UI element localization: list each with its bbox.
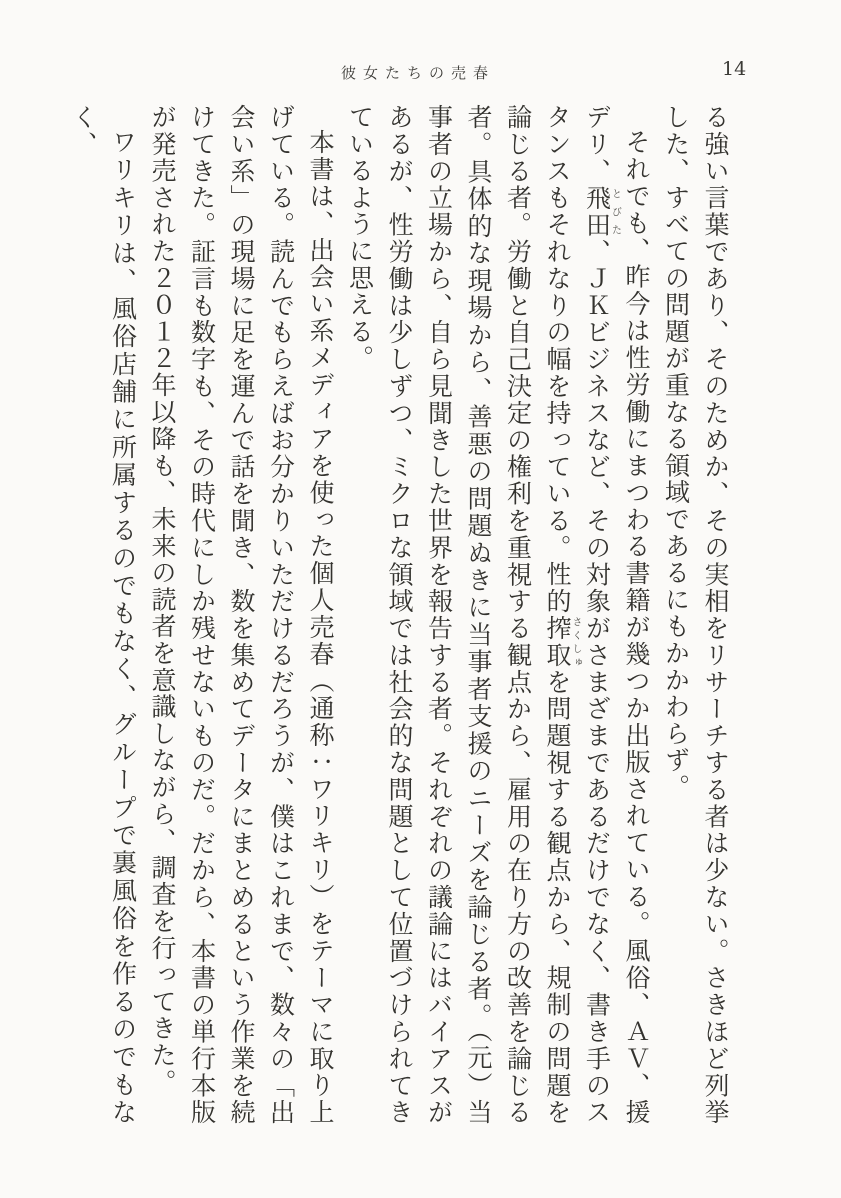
running-head-title: 彼女たちの売春 <box>341 64 496 82</box>
furigana-term: 搾取さくしゅ <box>543 615 581 669</box>
page-number: 14 <box>722 58 747 80</box>
paragraph: る強い言葉であり、そのためか、その実相をリサーチする者は少ない。さきほど列挙した、すべての問題が重なる領域であるにもかかわらず。 <box>661 104 730 1126</box>
paragraph: ワリキリは、風俗店舗に所属するのでもなく、グループで裏風俗を作るのでもなく、 <box>69 104 138 1126</box>
body-text-block <box>64 104 736 1126</box>
paragraph: それでも、昨今は性労働にまつわる書籍が幾つか出版されている。風俗、ＡＶ、援デリ、飛田とびた、ＪＫビジネスなど、その対象がさまざまであるだけでなく、書き手のスタンスもそれなりの幅を持っている。性的搾取さくしゅを問題視する観点から、規制の問題を論じる者。労働と自己決定の権利を重視する観点から、雇用の在り方の改善を論じる者。具体的な現場から、善悪の問題ぬきに当事者支援のニーズを論じる者。（元）当事者の立場から、自ら見聞きした世界を報告する者。それぞれの議論にはバイアスがあるが、性労働は少しずつ、ミクロな領域では社会的な問題として位置づけられてきているように思える。 <box>345 104 651 1126</box>
paragraph: 本書は、出会い系メディアを使った個人売春（通称：ワリキリ）をテーマに取り上げている。読んでもらえばお分かりいただけるだろうが、僕はこれまで、数々の「出会い系」の現場に足を運んで話を聞き、数を集めてデータにまとめるという作業を続けてきた。証言も数字も、その時代にしか残せないものだ。だから、本書の単行本版が発売された２０１２年以降も、未来の読者を意識しながら、調査を行ってきた。 <box>148 104 335 1126</box>
furigana-term: 飛田とびた <box>582 184 621 239</box>
